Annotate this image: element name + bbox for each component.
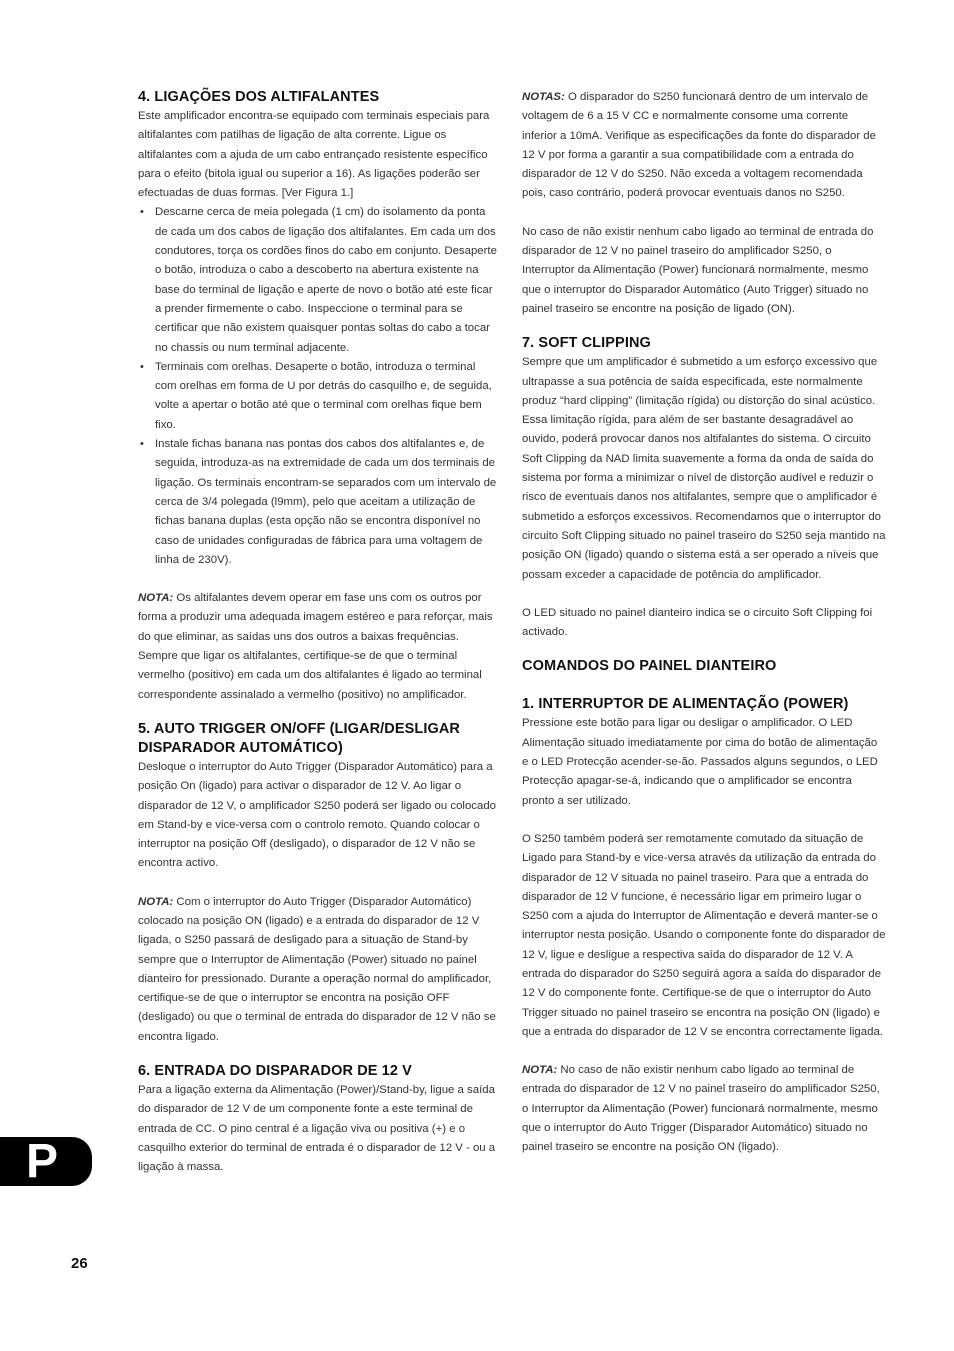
section-5-note bbox=[138, 893, 500, 1047]
note-text: O disparador do S250 funcionará dentro de um intervalo de voltagem de 6 a 15 V CC e normalmente consome uma corrente inferior a 10mA. Verifique as especificações da fonte do disparador de 12 V por forma a garantir a sua compatibilidade com a entrada do disparador de 12 V do S250. Não exceda a voltagem recomendada pois, caso contrário, poderá provocar eventuais danos no S250. bbox=[522, 91, 876, 200]
right-column bbox=[522, 88, 886, 1158]
section-4-note bbox=[138, 589, 500, 705]
front-panel-heading: COMANDOS DO PAINEL DIANTEIRO bbox=[522, 658, 777, 675]
front-1-body-2: O S250 também poderá ser remotamente comutado da situação de Ligado para Stand-by e vice-versa através da utilização da entrada do disparador de 12 V situada no painel traseiro. Para que a entrada do disparador de 12 V funcione, é necessário ligar em primeiro lugar o S250 com a ajuda do Interruptor de Alimentação e deverá manter-se o interruptor nesta posição. Usando o componente fonte do disparador de 12 V, ligue e desligue a respectiva saída do disparador de 12 V. A entrada do disparador do S250 seguirá agora a saída do disparador de 12 V do componente fonte. Certifique-se de que o interruptor do Auto Trigger situado no painel traseiro se encontra na posição ON (ligado) e que a entrada do disparador de 12 V se encontra correctamente ligada. bbox=[522, 832, 886, 1038]
list-item: • Instale fichas banana nas pontas dos cabos dos altifalantes e, de seguida, introduza-as na extremidade de cada um dos terminais de ligação. Os terminais encontram-se separados com um intervalo de cerca de 3/4 polegada (l9mm), pelo que aceitam a utilização de fichas banana duplas (esta opção não se encontra disponível no caso de unidades configuradas de fábrica para uma voltagem de linha de 230V). bbox=[138, 435, 500, 570]
note-text: Com o interruptor do Auto Trigger (Disparador Automático) colocado na posição ON (ligado) e a entrada do disparador de 12 V ligada, o S250 passará de desligado para a situação de Stand-by sempre que o Interruptor de Alimentação (Power) situado no painel dianteiro for pressionado. Durante a operação normal do amplificador, certifique-se de que o interruptor se encontra na posição OFF (desligado) ou que o terminal de entrada do disparador de 12 V não se encontra ligado. bbox=[138, 895, 496, 1043]
section-4-bullet-list bbox=[138, 203, 500, 570]
section-6-continued-body: No caso de não existir nenhum cabo ligado ao terminal de entrada do disparador de 12 V no painel traseiro do amplificador S250, o Interruptor da Alimentação (Power) funcionará normalmente, mesmo que o interruptor do Disparador Automático (Auto Trigger) situado no painel traseiro se encontre na posição de ligado (ON). bbox=[522, 225, 874, 315]
section-7-body-2: O LED situado no painel dianteiro indica se o circuito Soft Clipping foi activado. bbox=[522, 606, 873, 639]
left-column bbox=[138, 88, 500, 1178]
section-7-body: Sempre que um amplificador é submetido a um esforço excessivo que ultrapasse a sua potência de saída especificada, este normalmente produz “hard clipping” (limitação rígida) ou distorção do sinal acústico. Essa limitação rígida, para além de ser bastante desagradável ao ouvido, poderá provocar danos nos altifalantes do sistema. O circuito Soft Clipping da NAD limita suavemente a forma da onda de saída do sistema por forma a minimizar o nível de distorção audível e reduzir o risco de eventuais danos nos altifalantes, sempre que o amplificador é submetido a esforços excessivos. Recomendamos que o interruptor do circuito Soft Clipping situado no painel traseiro do S250 seja mantido na posição ON (ligado) quando o sistema está a ser operado a níveis que possam exceder a capacidade de potência do amplificador. bbox=[522, 356, 886, 581]
language-tab-letter: P bbox=[26, 1135, 59, 1188]
list-item: • Descarne cerca de meia polegada (1 cm) do isolamento da ponta de cada um dos cabos de ligação dos altifalantes. Em cada um dos condutores, torça os cordões finos do cabo em conjunto. Desaperte o botão, introduza o cabo a descoberto na abertura existente na base do terminal de ligação e aperte de novo o botão até este ficar a prender firmemente o cabo. Inspeccione o terminal para se certificar que não existem quaisquer pontas soltas do cabo a tocar no chassis ou num terminal adjacente. bbox=[138, 203, 500, 357]
section-6-heading: 6. ENTRADA DO DISPARADOR DE 12 V bbox=[138, 1063, 412, 1080]
front-1-note bbox=[522, 1061, 886, 1157]
note-label: NOTA: bbox=[522, 1064, 558, 1077]
page-number: 26 bbox=[71, 1255, 88, 1272]
section-6-body: Para a ligação externa da Alimentação (Power)/Stand-by, ligue a saída do disparador de 12 V de um componente fonte a este terminal de entrada de CC. O pino central é a ligação viva ou positiva (+) e o casquilho exterior do terminal de entrada é o disparador de 12 V - ou a ligação à massa. bbox=[138, 1084, 496, 1174]
list-item: • Terminais com orelhas. Desaperte o botão, introduza o terminal com orelhas em forma de U por detrás do casquilho e, de seguida, volte a apertar o botão até que o terminal com orelhas fique bem fixo. bbox=[138, 358, 500, 435]
note-text: No caso de não existir nenhum cabo ligado ao terminal de entrada do disparador de 12 V no painel traseiro do amplificador S250, o Interruptor da Alimentação (Power) funcionará normalmente, mesmo que o interruptor do Auto Trigger (Disparador Automático) situado no painel traseiro se encontre na posição ON (ligado). bbox=[522, 1064, 880, 1154]
section-5-body: Desloque o interruptor do Auto Trigger (Disparador Automático) para a posição On (ligado) para activar o disparador de 12 V. Ao ligar o disparador de 12 V, o amplificador S250 poderá ser ligado ou colocado em Stand-by e vice-versa com o controlo remoto. Quando colocar o interruptor na posição Off (desligado), o disparador de 12 V não se encontra activo. bbox=[138, 760, 496, 870]
front-1-heading: 1. INTERRUPTOR DE ALIMENTAÇÃO (POWER) bbox=[522, 696, 849, 713]
note-label: NOTA: bbox=[138, 592, 174, 605]
section-6-notes bbox=[522, 88, 886, 204]
section-7-heading: 7. SOFT CLIPPING bbox=[522, 335, 651, 352]
note-label: NOTAS: bbox=[522, 91, 565, 103]
note-text: Os altifalantes devem operar em fase uns com os outros por forma a produzir uma adequada imagem estéreo e para reforçar, mais do que eliminar, as saídas uns dos outros a baixas frequências. Sempre que ligar os altifalantes, certifique-se de que o terminal vermelho (positivo) em cada um dos altifalantes é ligado ao terminal correspondente assinalado a vermelho (positivo) no amplificador. bbox=[138, 592, 493, 701]
section-5-heading: 5. AUTO TRIGGER ON/OFF (LIGAR/DESLIGAR DISPARADOR AUTOMÁTICO) bbox=[138, 720, 460, 756]
section-4-heading: 4. LIGAÇÕES DOS ALTIFALANTES bbox=[138, 89, 380, 105]
note-label: NOTA: bbox=[138, 895, 174, 908]
front-1-body: Pressione este botão para ligar ou desligar o amplificador. O LED Alimentação situado imediatamente por cima do botão de alimentação e o LED Protecção acender-se-ão. Passados alguns segundos, o LED Protecção apagar-se-á, indicando que o amplificador se encontra pronto a ser utilizado. bbox=[522, 717, 878, 807]
section-4-intro: Este amplificador encontra-se equipado com terminais especiais para altifalantes com patilhas de ligação de alta corrente. Ligue os altifalantes com a ajuda de um cabo entrançado resistente específico para o efeito (bitola igual ou superior a 16). As ligações poderão ser efectuadas de duas formas. [Ver Figura 1.] bbox=[138, 110, 490, 200]
